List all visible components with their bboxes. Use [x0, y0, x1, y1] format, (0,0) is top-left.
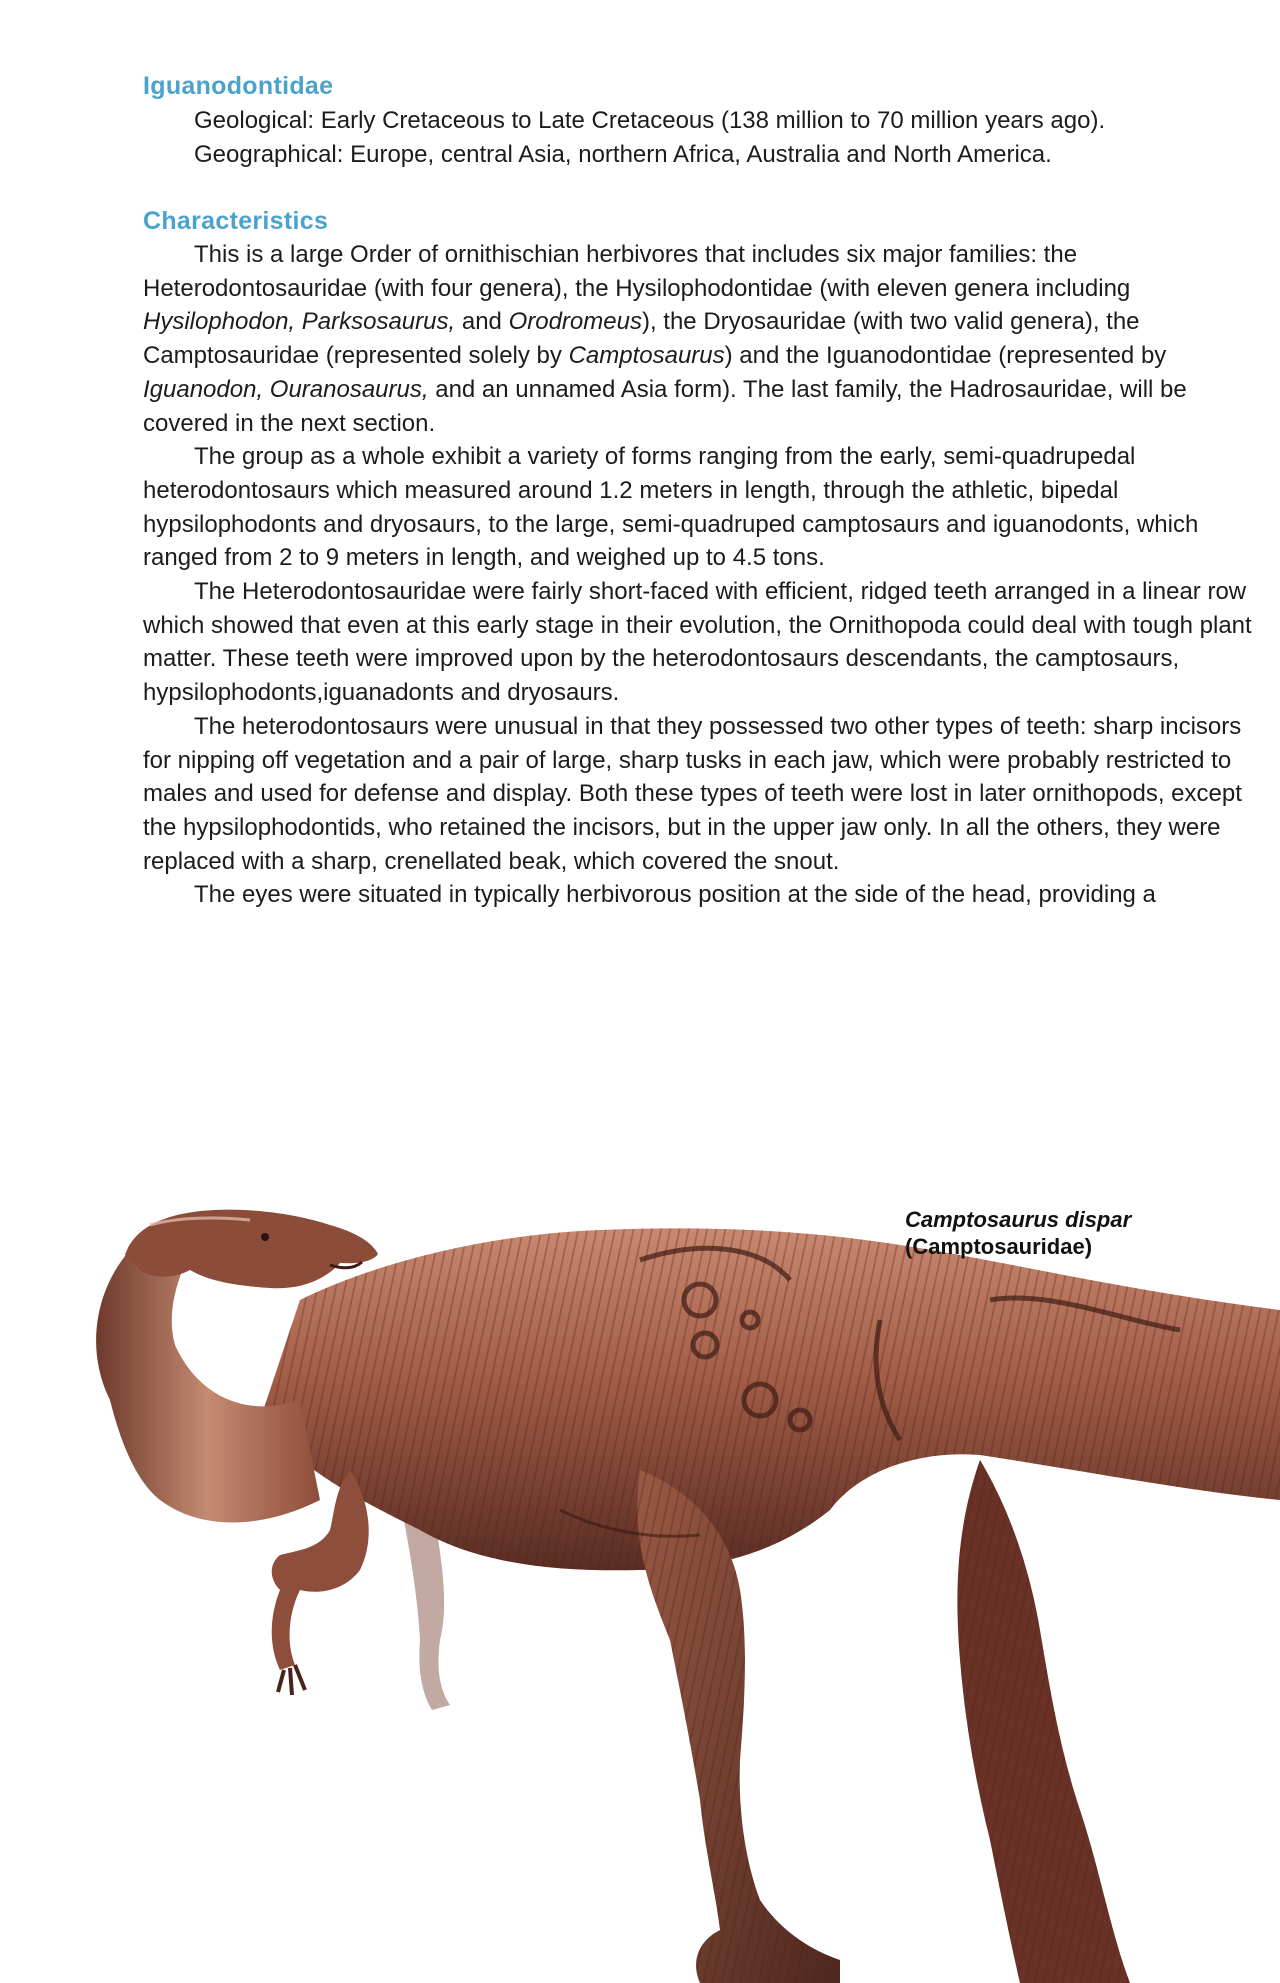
figure-caption	[905, 1206, 1131, 1260]
camptosaurus-illustration	[0, 1170, 1280, 1983]
paragraph-text: ), the Dryosauridae (with two valid genera), the Camptosauridae (represented solely by	[143, 308, 1140, 370]
caption-family: (Camptosauridae)	[905, 1234, 1093, 1259]
genus-name: Iguanodon, Ouranosaurus,	[143, 375, 429, 403]
range-info	[143, 104, 1268, 171]
eye	[261, 1233, 269, 1241]
paragraph-text: and	[455, 308, 509, 336]
geological-line: Geological: Early Cretaceous to Late Cretaceous (138 million to 70 million years ago).	[194, 107, 1106, 134]
geographical-line: Geographical: Europe, central Asia, northern Africa, Australia and North America.	[194, 140, 1052, 168]
section-heading-characteristics: Characteristics	[143, 207, 329, 235]
characteristics-body	[143, 238, 1268, 912]
genus-name: Orodromeus	[508, 308, 642, 336]
paragraph-teeth: The Heterodontosauridae were fairly short-faced with efficient, ridged teeth arranged in a linear row which showed that even at this early stage in their evolution, the Ornithopoda could deal with tough plant matter. These teeth were improved upon by the heterodontosaurs descendants, the camptosaurs, hypsilophodonts,iguanadonts and dryosaurs.	[143, 578, 1252, 707]
paragraph-text: and an unnamed Asia form). The last family, the Hadrosauridae, will be covered in the next section.	[143, 375, 1187, 437]
paragraph-forms: The group as a whole exhibit a variety of forms ranging from the early, semi-quadrupedal heterodontosaurs which measured around 1.2 meters in length, through the athletic, bipedal hypsilophodonts and dryosaurs, to the large, semi-quadruped camptosaurs and iguanodonts, which ranged from 2 to 9 meters in length, and weighed up to 4.5 tons.	[143, 443, 1199, 572]
genus-name: Camptosaurus	[568, 342, 725, 370]
paragraph-families	[143, 238, 1268, 440]
caption-species: Camptosaurus dispar	[905, 1207, 1132, 1232]
genus-name: Hysilophodon, Parksosaurus,	[143, 308, 456, 336]
paragraph-text: ) and the Iguanodontidae (represented by	[724, 342, 1167, 370]
paragraph-text: This is a large Order of ornithischian herbivores that includes six major families: the Heterodontosauridae (with four genera), the Hysilophodontidae (with eleven genera including	[143, 241, 1131, 302]
paragraph-incisors-tusks: The heterodontosaurs were unusual in that they possessed two other types of teeth: sharp incisors for nipping off vegetation and a pair of large, sharp tusks in each jaw, which were probably restricted to males and used for defense and display. Both these types of teeth were lost in later ornithopods, except the hypsilophodontids, who retained the incisors, but in the upper jaw only. In all the others, they were replaced with a sharp, crenellated beak, which covered the snout.	[143, 712, 1242, 875]
paragraph-eyes: The eyes were situated in typically herbivorous position at the side of the head, providing a	[194, 881, 1156, 909]
section-heading-iguanodontidae: Iguanodontidae	[143, 72, 334, 100]
